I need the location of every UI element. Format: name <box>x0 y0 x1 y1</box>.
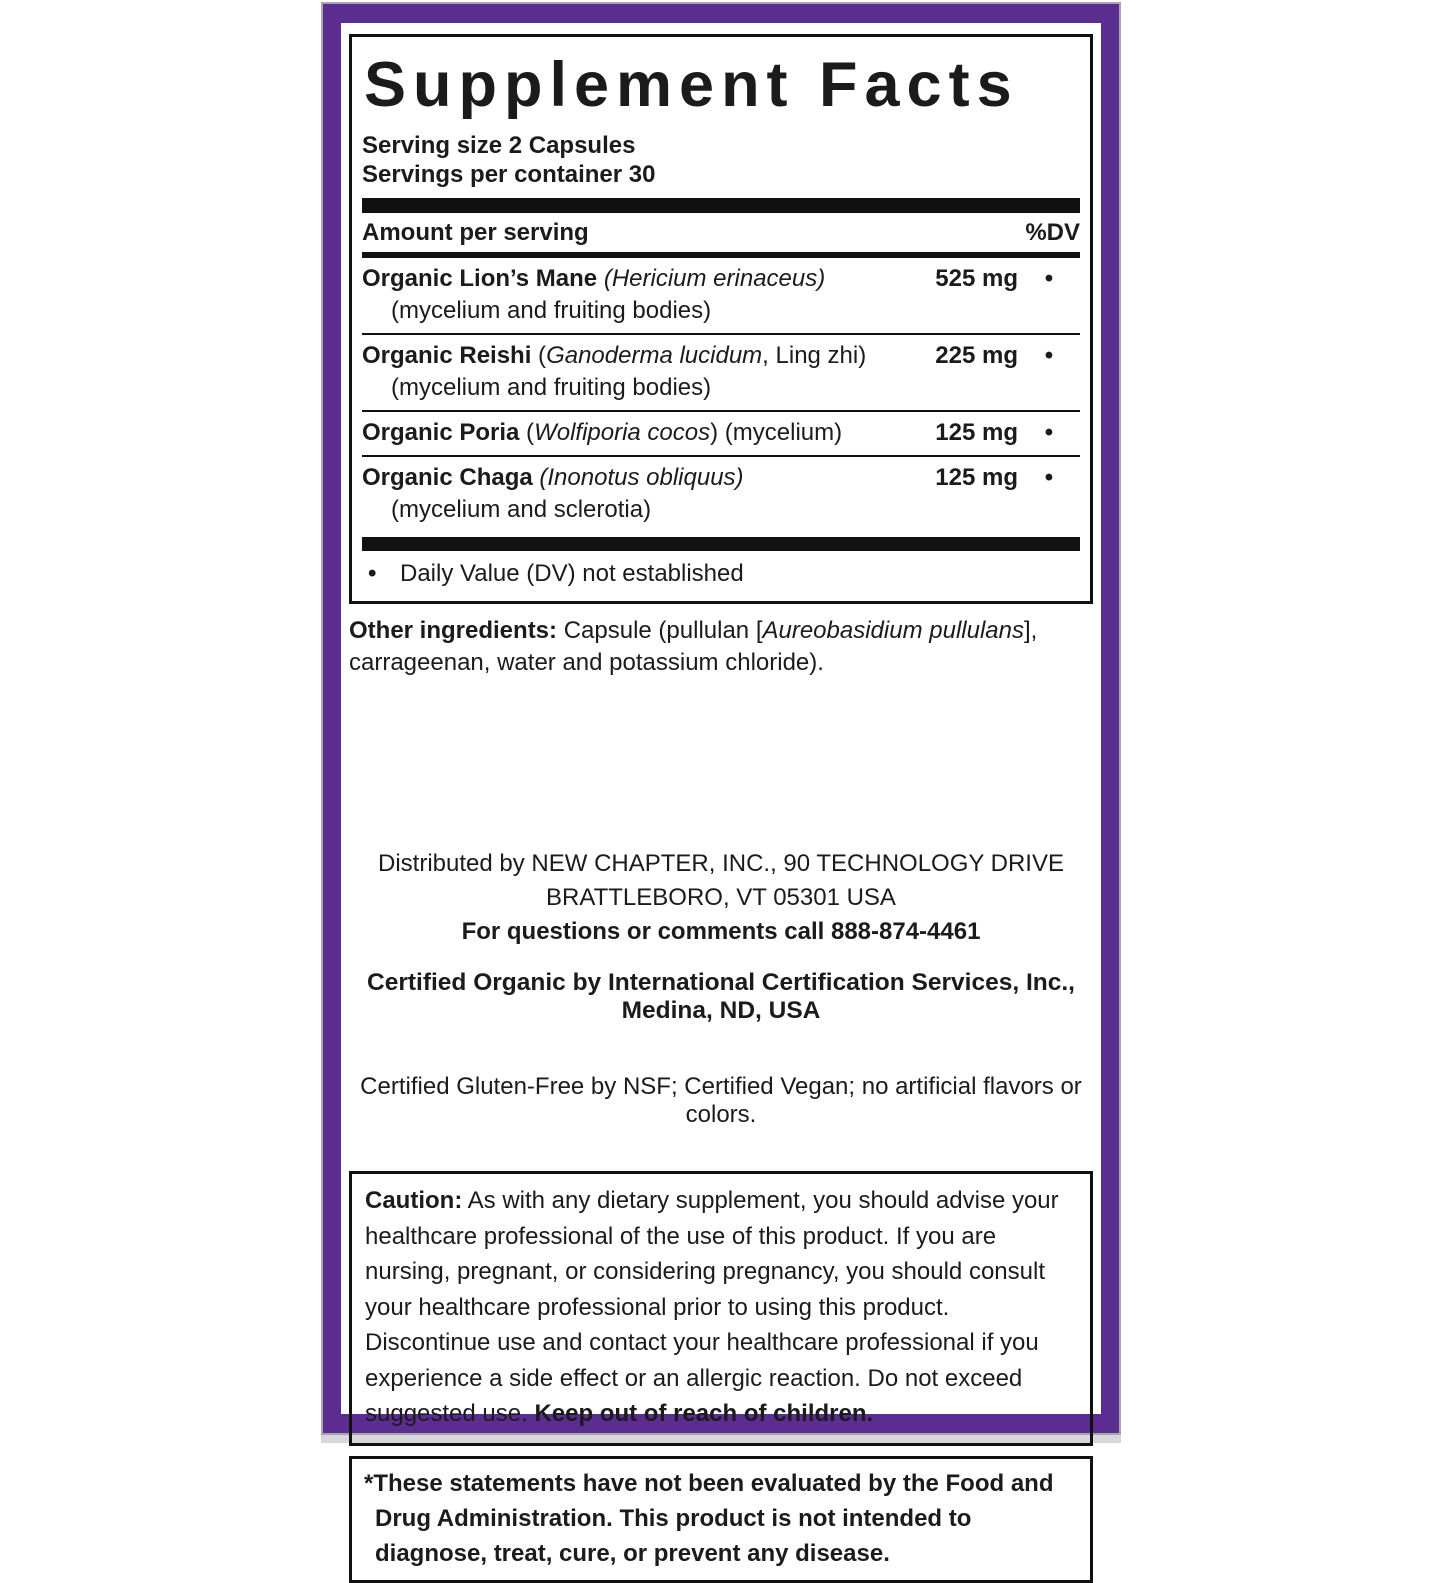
ingredient-name <box>362 341 926 371</box>
footnote-text: Daily Value (DV) not established <box>400 560 744 587</box>
caution-box <box>349 1171 1093 1446</box>
caution-label: Caution: <box>365 1187 463 1214</box>
ingredient-amount: 125 mg <box>935 464 1018 491</box>
footnote-bullet: • <box>368 560 377 587</box>
caution-bold-end: Keep out of reach of children. <box>534 1400 874 1427</box>
ingredient-latin-wrap: (Hericium erinaceus) <box>597 265 826 292</box>
ingredient-subtext: (mycelium and fruiting bodies) <box>391 297 712 324</box>
ingredient-name-bold: Organic Poria <box>362 419 520 446</box>
divider-thick-bottom <box>362 537 1080 551</box>
ingredient-row-reishi <box>362 335 1080 371</box>
ingredient-latin: Inonotus obliquus <box>547 464 736 491</box>
distributor-block <box>349 847 1093 949</box>
servings-per-container: Servings per container 30 <box>362 161 656 188</box>
disclaimer-text: These statements have not been evaluated by the Food and Drug Administration. This product is not intended to diagnose, treat, cure, or prevent any disease. <box>373 1469 1054 1567</box>
supplement-label-purple-frame <box>321 2 1121 1567</box>
ingredient-row-poria <box>362 412 1080 455</box>
certified-glutenfree-vegan-line: Certified Gluten-Free by NSF; Certified Vegan; no artificial flavors or colors. <box>360 1073 1082 1128</box>
ingredient-amount: 525 mg <box>935 265 1018 292</box>
ingredient-dv-bullet: • <box>1044 342 1054 369</box>
ingredient-latin: Ganoderma lucidum <box>546 342 763 369</box>
divider-thick-top <box>362 198 1080 213</box>
supplement-label <box>341 23 1101 1567</box>
distributor-line2: BRATTLEBORO, VT 05301 USA <box>546 884 896 911</box>
ingredient-name-bold: Organic Reishi <box>362 342 532 369</box>
serving-size: Serving size 2 Capsules <box>362 132 636 159</box>
ingredient-subtext: (mycelium and sclerotia) <box>391 496 652 523</box>
dv-footnote <box>362 551 1080 593</box>
ingredient-dv-bullet: • <box>1044 265 1054 292</box>
ingredient-name <box>362 418 926 448</box>
certified-organic-line: Certified Organic by International Certification Services, Inc., Medina, ND, USA <box>367 969 1075 1024</box>
ingredient-dv-bullet: • <box>1044 464 1054 491</box>
caution-body: As with any dietary supplement, you should advise your healthcare professional of the use of this product. If you are nursing, pregnant, or considering pregnancy, you should consult your healthcare professional prior to using this product. Discontinue use and contact your healthcare professional if you experience a side effect or an allergic reaction. Do not exceed suggested use. <box>365 1187 1059 1427</box>
ingredient-amount: 125 mg <box>935 419 1018 446</box>
ingredient-row-chaga <box>362 457 1080 493</box>
ingredient-latin: Wolfiporia cocos <box>534 419 711 446</box>
ingredient-latin-wrap: (Wolfiporia cocos) (mycelium) <box>519 419 843 446</box>
ingredient-name <box>362 463 926 493</box>
ingredient-latin: Hericium erinaceus <box>611 265 818 292</box>
ingredient-name-bold: Organic Chaga <box>362 464 533 491</box>
facts-header-row <box>362 213 1080 252</box>
ingredient-dv-bullet: • <box>1044 419 1054 446</box>
ingredient-latin-wrap: (Ganoderma lucidum, Ling zhi) <box>531 342 867 369</box>
amount-per-serving-header: Amount per serving <box>362 219 589 246</box>
supplement-facts-panel <box>349 34 1093 604</box>
distributor-line1: Distributed by NEW CHAPTER, INC., 90 TECHNOLOGY DRIVE <box>378 850 1064 877</box>
other-ingredients: Other ingredients: Capsule (pullulan [Aureobasidium pullulans], carrageenan, water and potassium chloride). <box>349 617 1038 676</box>
ingredient-row-lions-mane <box>362 258 1080 294</box>
other-ingredients-label: Other ingredients: <box>349 617 558 644</box>
ingredient-subtext: (mycelium and fruiting bodies) <box>391 374 712 401</box>
ingredient-name <box>362 264 926 294</box>
percent-dv-header: %DV <box>1025 219 1080 246</box>
other-ingredients-species: Aureobasidium pullulans <box>762 617 1024 644</box>
ingredient-amount: 225 mg <box>935 342 1018 369</box>
ingredient-latin-wrap: (Inonotus obliquus) <box>532 464 744 491</box>
supplement-facts-title: Supplement Facts <box>364 50 1019 120</box>
contact-phone-line: For questions or comments call 888-874-4461 <box>461 918 981 945</box>
ingredient-name-bold: Organic Lion’s Mane <box>362 265 598 292</box>
disclaimer-asterisk: * <box>364 1469 374 1497</box>
fda-disclaimer-box <box>349 1456 1093 1583</box>
